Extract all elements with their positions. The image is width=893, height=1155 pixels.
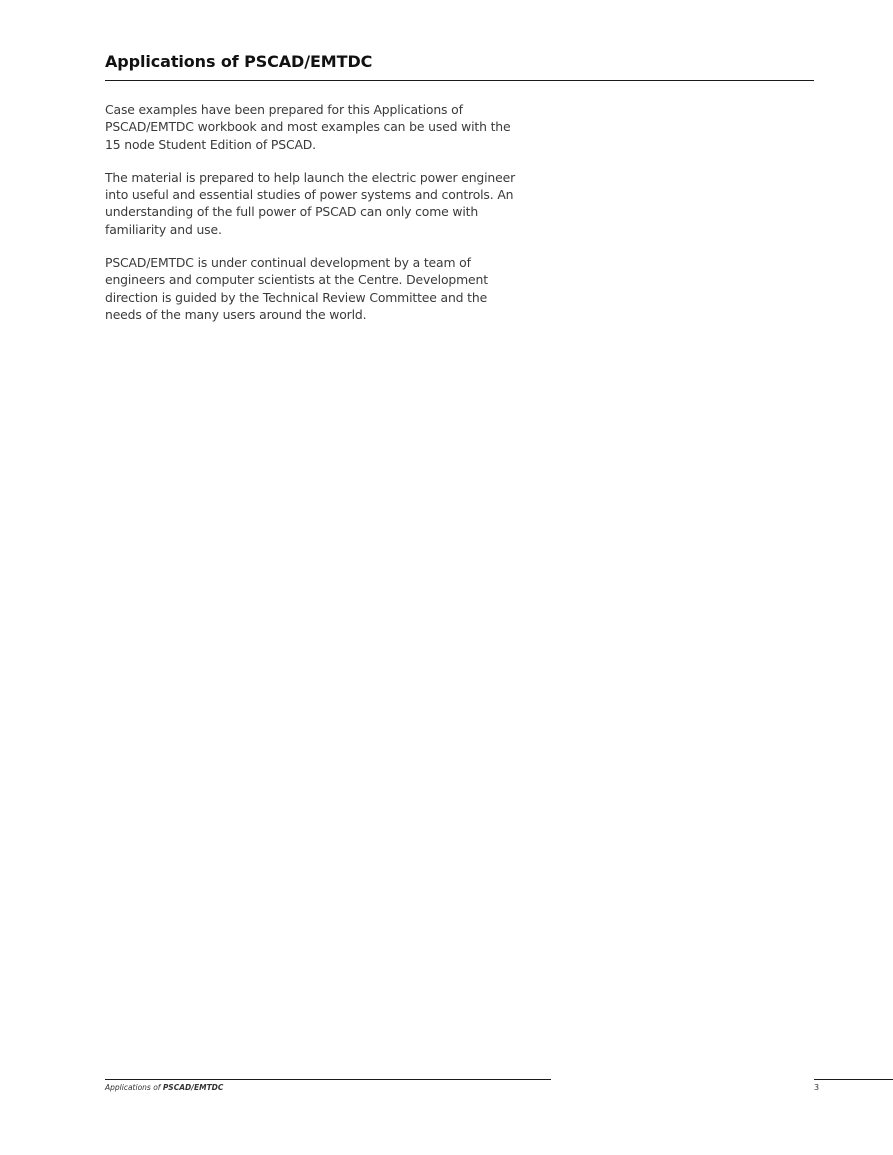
footer-divider-right [814,1079,893,1080]
paragraph-development: PSCAD/EMTDC is under continual development by a team of engineers and computer scientists at the Centre. Development direction is guided by the Technical Review Committee and the needs of the many users around the world. [105,255,488,322]
paragraph-material: The material is prepared to help launch the electric power engineer into useful and essential studies of power systems and controls. An understanding of the full power of PSCAD can only come with familiarity and use. [105,169,516,237]
page-number: 3 [814,1083,820,1092]
footer-title-emphasis: PSCAD/EMTDC [162,1083,224,1092]
footer-divider-left [105,1079,551,1080]
page-title: Applications of PSCAD/EMTDC [105,52,373,71]
footer-title-prefix: Applications of [105,1083,163,1092]
paragraph-case-examples: Case examples have been prepared for this Applications of PSCAD/EMTDC workbook and most examples can be used with the 15 node Student Edition of PSCAD. [105,102,511,152]
title-divider [105,80,814,81]
body-text [105,101,520,339]
footer-title [105,1083,223,1092]
